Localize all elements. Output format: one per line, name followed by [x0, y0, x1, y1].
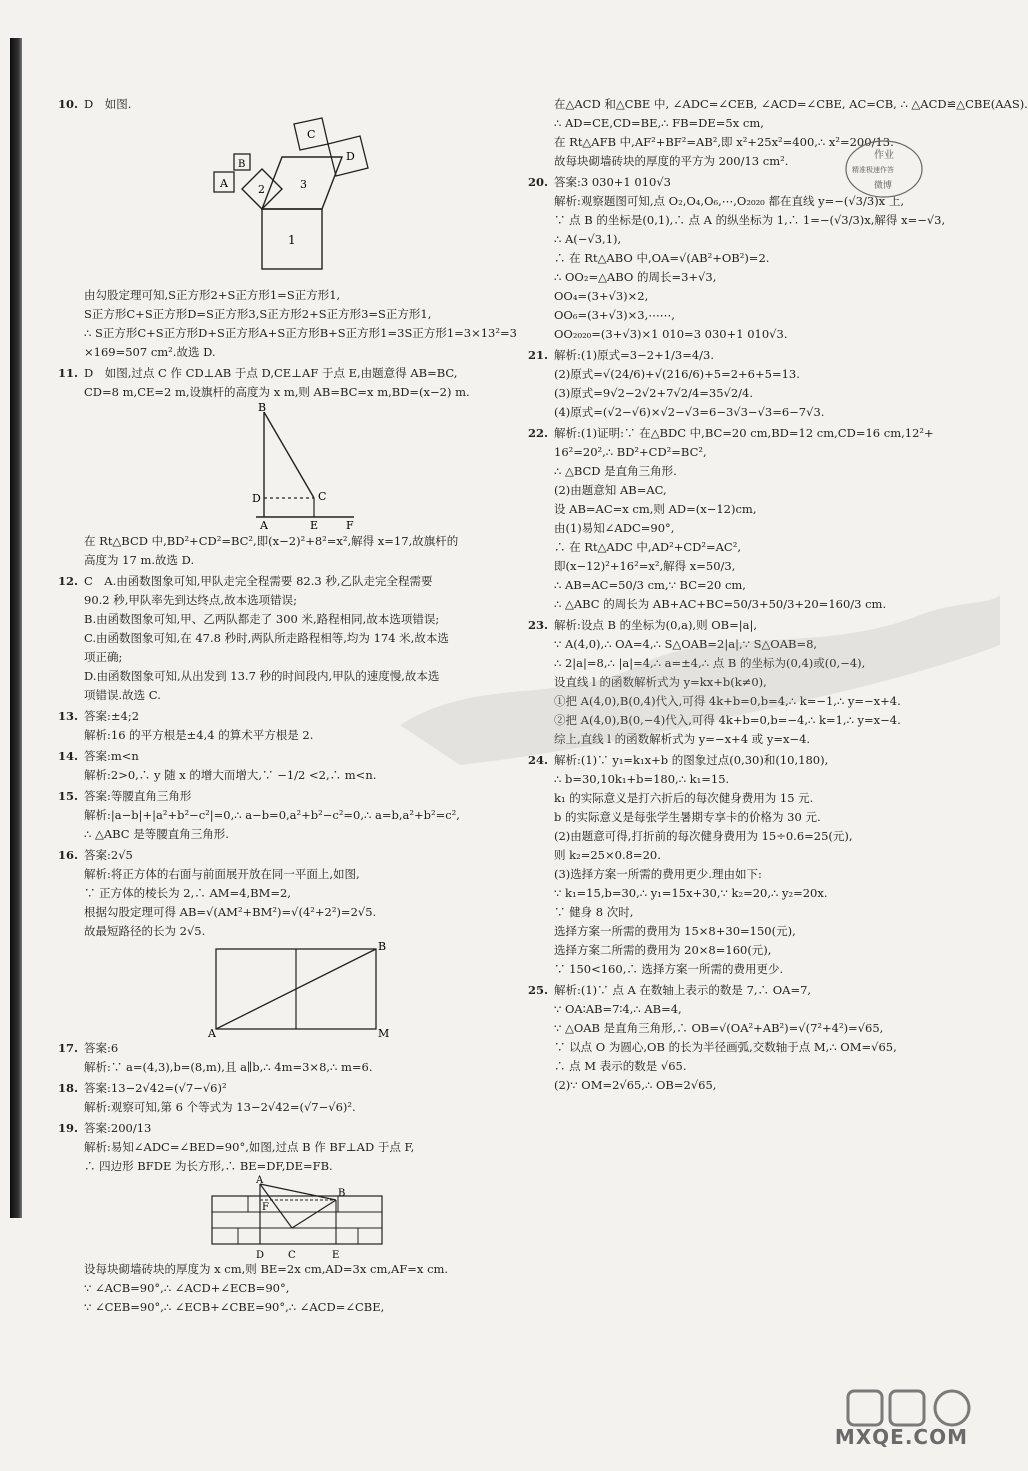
fig-label-f: F [346, 519, 354, 532]
answer-line: ∴ 点 M 表示的数是 √65. [554, 1059, 687, 1073]
answer-line: 解析:观察题图可知,点 O₂,O₄,O₆,⋯,O₂₀₂₀ 都在直线 y=−(√3/3)x 上, [554, 194, 904, 208]
answer-line: 解析:观察可知,第 6 个等式为 13−2√42=(√7−√6)². [84, 1100, 356, 1114]
answer-line: ∵ 150<160,∴ 选择方案一所需的费用更少. [554, 962, 784, 976]
fig-label-a: A [220, 177, 228, 190]
answer-line: 解析:(1)∵ 点 A 在数轴上表示的数是 7,∴ OA=7, [554, 983, 812, 997]
answer-line: C A.由函数图象可知,甲队走完全程需要 82.3 秒,乙队走完全程需要 [84, 574, 433, 588]
question-16 [58, 846, 513, 1040]
answer-line: 90.2 秒,甲队率先到达终点,故本选项错误; [84, 593, 297, 607]
fig-label-c: C [288, 1250, 296, 1261]
watermark-text: MXQE.COM [834, 1425, 968, 1449]
question-17 [58, 1039, 513, 1077]
fig-label-d: D [252, 492, 261, 505]
answer-line: B.由函数图象可知,甲、乙两队都走了 300 米,路程相同,故本选项错误; [84, 612, 440, 626]
question-21 [528, 346, 958, 422]
answer-line: 解析:设点 B 的坐标为(0,a),则 OB=|a|, [554, 618, 758, 632]
answer-line: 设 AB=AC=x cm,则 AD=(x−12)cm, [554, 502, 757, 516]
answer-line: 项错误.故选 C. [84, 688, 161, 702]
answer-line: ∴ A(−√3,1), [554, 232, 622, 246]
answer-line: (4)原式=(√2−√6)×√2−√3=6−3√3−√3=6−7√3. [554, 405, 825, 419]
answer-line: D 如图,过点 C 作 CD⊥AB 于点 D,CE⊥AF 于点 E,由题意得 AB=BC, [84, 366, 458, 380]
fig-label-f: F [262, 1202, 269, 1213]
question-24 [528, 751, 958, 979]
flagpole-figure [234, 402, 434, 532]
fig-label-1: 1 [288, 233, 296, 247]
fig-label-3: 3 [300, 178, 307, 191]
answer-line: 答案:3 030+1 010√3 [554, 175, 671, 189]
answer-line: ∴ AB=AC=50/3 cm,∵ BC=20 cm, [554, 578, 746, 592]
answer-line: OO₄=(3+√3)×2, [554, 289, 649, 303]
question-number: 19. [58, 1121, 79, 1135]
question-number: 16. [58, 848, 79, 862]
question-number: 18. [58, 1081, 79, 1095]
answer-line: ∵ △OAB 是直角三角形,∴ OB=√(OA²+AB²)=√(7²+4²)=√65, [554, 1021, 884, 1035]
question-19 [58, 1119, 513, 1317]
question-number: 17. [58, 1041, 79, 1055]
answer-line: 答案:±4;2 [84, 709, 140, 723]
answer-line: 答案:200/13 [84, 1121, 152, 1135]
fig-label-b: B [338, 1188, 346, 1199]
pythagoras-squares-figure [184, 114, 424, 286]
answer-line: (3)原式=9√2−2√2+7√2/4=35√2/4. [554, 386, 754, 400]
question-number: 21. [528, 348, 549, 362]
stamp-line: 精准极速作答 [852, 166, 894, 174]
fig-label-b: B [378, 940, 387, 953]
question-number: 12. [58, 574, 79, 588]
answer-line: ∵ 正方体的棱长为 2,∴ AM=4,BM=2, [84, 886, 291, 900]
answer-line: 根据勾股定理可得 AB=√(AM²+BM²)=√(4²+2²)=2√5. [84, 905, 377, 919]
answer-line: 选择方案二所需的费用为 20×8=160(元), [554, 943, 772, 957]
stamp-line: 微博 [874, 181, 893, 191]
answer-line: 故最短路径的长为 2√5. [84, 924, 206, 938]
question-18 [58, 1079, 513, 1117]
answer-line: 项正确; [84, 650, 123, 664]
answer-line: ∵ A(4,0),∴ OA=4,∴ S△OAB=2|a|,∵ S△OAB=8, [554, 637, 818, 651]
question-number: 13. [58, 709, 79, 723]
answer-line: b 的实际意义是每张学生暑期专享卡的价格为 30 元. [554, 810, 821, 824]
answer-line: D 如图. [84, 97, 132, 111]
fig-label-e: E [310, 519, 319, 532]
brick-wall-figure [208, 1176, 398, 1260]
answer-line: ∴ 2|a|=8,∴ |a|=4,∴ a=±4,∴ 点 B 的坐标为(0,4)或(0,−4), [554, 656, 866, 670]
answer-line: 解析:(1)证明:∵ 在△BDC 中,BC=20 cm,BD=12 cm,CD=16 cm,12²+ [554, 426, 934, 440]
answer-line: 解析:易知∠ADC=∠BED=90°,如图,过点 B 作 BF⊥AD 于点 F, [84, 1140, 415, 1154]
question-number: 20. [528, 175, 549, 189]
answer-line: CD=8 m,CE=2 m,设旗杆的高度为 x m,则 AB=BC=x m,BD=(x−2) m. [84, 385, 470, 399]
answer-line: ∴ OO₂=△ABO 的周长=3+√3, [554, 270, 717, 284]
question-10 [58, 95, 517, 362]
question-number: 23. [528, 618, 549, 632]
answer-line: ①把 A(4,0),B(0,4)代入,可得 4k+b=0,b=4,∴ k=−1,∴ y=−x+4. [554, 694, 901, 708]
answer-line: ∴ △BCD 是直角三角形. [554, 464, 677, 478]
answer-line: 答案:等腰直角三角形 [84, 789, 192, 803]
answer-line: 在 Rt△BCD 中,BD²+CD²=BC²,即(x−2)²+8²=x²,解得 x=17,故旗杆的 [84, 534, 459, 548]
answer-line: ∵ k₁=15,b=30,∴ y₁=15x+30,∵ k₂=20,∴ y₂=20x. [554, 886, 828, 900]
answer-line: ②把 A(4,0),B(0,−4)代入,可得 4k+b=0,b=−4,∴ k=1,∴ y=x−4. [554, 713, 901, 727]
answer-line: C.由函数图象可知,在 47.8 秒时,两队所走路程相等,均为 174 米,故本选 [84, 631, 449, 645]
question-number: 14. [58, 749, 79, 763]
answer-line: ∵ ∠CEB=90°,∴ ∠ECB+∠CBE=90°,∴ ∠ACD=∠CBE, [84, 1300, 385, 1314]
answer-line: 解析:|a−b|+|a²+b²−c²|=0,∴ a−b=0,a²+b²−c²=0,∴ a=b,a²+b²=c², [84, 808, 460, 822]
fig-label-b: B [258, 401, 267, 414]
question-number: 15. [58, 789, 79, 803]
fig-label-d: D [256, 1250, 265, 1261]
binding-edge [10, 38, 22, 1218]
answer-line: 在 Rt△AFB 中,AF²+BF²=AB²,即 x²+25x²=400,∴ x²=200/13. [554, 135, 894, 149]
answer-line: (2)由题意可得,打折前的每次健身费用为 15÷0.6=25(元), [554, 829, 853, 843]
question-25 [528, 981, 958, 1095]
answer-line: ∴ b=30,10k₁+b=180,∴ k₁=15. [554, 772, 730, 786]
fig-label-c: C [318, 490, 327, 503]
fig-label-c: C [307, 128, 316, 141]
answer-line: ∴ △ABC 的周长为 AB+AC+BC=50/3+50/3+20=160/3 cm. [554, 597, 887, 611]
answer-line: ∵ 以点 O 为圆心,OB 的长为半径画弧,交数轴于点 M,∴ OM=√65, [554, 1040, 897, 1054]
answer-line: (2)由题意知 AB=AC, [554, 483, 667, 497]
scan-smudge [400, 585, 1000, 775]
answer-line: ∴ AD=CE,CD=BE,∴ FB=DE=5x cm, [554, 116, 764, 130]
answer-line: 选择方案一所需的费用为 15×8+30=150(元), [554, 924, 796, 938]
fig-label-a: A [208, 1027, 216, 1040]
question-15 [58, 787, 513, 844]
answer-line: OO₂₀₂₀=(3+√3)×1 010=3 030+1 010√3. [554, 327, 788, 341]
answer-line: 解析:16 的平方根是±4,4 的算术平方根是 2. [84, 728, 314, 742]
question-11 [58, 364, 513, 570]
fig-label-d: D [346, 150, 355, 163]
fig-label-2: 2 [258, 183, 265, 196]
answer-line: ∵ OA∶AB=7∶4,∴ AB=4, [554, 1002, 682, 1016]
stamp-line: 作业 [874, 150, 894, 161]
fig-label-m: M [378, 1027, 390, 1040]
answer-line: 由(1)易知∠ADC=90°, [554, 521, 675, 535]
site-watermark [834, 1385, 982, 1455]
answer-line: 答案:2√5 [84, 848, 133, 862]
answer-line: 故每块砌墙砖块的厚度的平方为 200/13 cm². [554, 154, 789, 168]
answer-line: k₁ 的实际意义是打六折后的每次健身费用为 15 元. [554, 791, 814, 805]
fig-label-e: E [332, 1250, 340, 1261]
answer-line: S正方形C+S正方形D=S正方形3,S正方形2+S正方形3=S正方形1, [84, 307, 432, 321]
homework-stamp [842, 136, 926, 202]
answer-line: ∴ △ABC 是等腰直角三角形. [84, 827, 229, 841]
answer-line: 由勾股定理可知,S正方形2+S正方形1=S正方形1, [84, 288, 341, 302]
answer-line: ∴ 在 Rt△ADC 中,AD²+CD²=AC², [554, 540, 741, 554]
answer-line: ∴ 四边形 BFDE 为长方形,∴ BE=DF,DE=FB. [84, 1159, 333, 1173]
answer-line: 高度为 17 m.故选 D. [84, 553, 195, 567]
answer-line: 16²=20²,∴ BD²+CD²=BC², [554, 445, 707, 459]
answer-line: 解析:将正方体的右面与前面展开放在同一平面上,如图, [84, 867, 360, 881]
answer-line: 则 k₂=25×0.8=20. [554, 848, 661, 862]
question-number: 10. [58, 97, 79, 111]
answer-line: 答案:6 [84, 1041, 119, 1055]
answer-line: D.由函数图象可知,从出发到 13.7 秒的时间段内,甲队的速度慢,故本选 [84, 669, 440, 683]
answer-line: (2)原式=√(24/6)+√(216/6)+5=2+6+5=13. [554, 367, 800, 381]
answer-line: 解析:2>0,∴ y 随 x 的增大而增大,∵ −1/2 <2,∴ m<n. [84, 768, 377, 782]
answer-line: 设直线 l 的函数解析式为 y=kx+b(k≠0), [554, 675, 767, 689]
answer-line: 答案:13−2√42=(√7−√6)² [84, 1081, 227, 1095]
answer-line: 设每块砌墙砖块的厚度为 x cm,则 BE=2x cm,AD=3x cm,AF=x cm. [84, 1262, 449, 1276]
answer-line: 解析:(1)原式=3−2+1/3=4/3. [554, 348, 715, 362]
answer-line: (3)选择方案一所需的费用更少.理由如下: [554, 867, 762, 881]
answer-line: 解析:∵ a=(4,3),b=(8,m),且 a∥b,∴ 4m=3×8,∴ m=6. [84, 1060, 373, 1074]
cube-unfold-figure [208, 940, 428, 1040]
question-number: 11. [58, 366, 79, 380]
answer-line: 解析:(1)∵ y₁=k₁x+b 的图象过点(0,30)和(10,180), [554, 753, 829, 767]
answer-line: ∵ 点 B 的坐标是(0,1),∴ 点 A 的纵坐标为 1,∴ 1=−(√3/3)x,解得 x=−√3, [554, 213, 946, 227]
question-number: 22. [528, 426, 549, 440]
answer-line: ×169=507 cm².故选 D. [84, 345, 216, 359]
answer-line: ∴ S正方形C+S正方形D+S正方形A+S正方形B+S正方形1=3S正方形1=3×13²=3 [84, 326, 517, 340]
answer-line: 综上,直线 l 的函数解析式为 y=−x+4 或 y=x−4. [554, 732, 811, 746]
answer-line: 即(x−12)²+16²=x²,解得 x=50/3, [554, 559, 736, 573]
fig-label-a: A [260, 519, 268, 532]
answer-line: ∵ 健身 8 次时, [554, 905, 634, 919]
answer-line: 答案:m<n [84, 749, 139, 763]
question-number: 24. [528, 753, 549, 767]
answer-line: 在△ACD 和△CBE 中, ∠ADC=∠CEB, ∠ACD=∠CBE, AC=CB, ∴ △ACD≌△CBE(AAS). [554, 97, 1028, 111]
question-number: 25. [528, 983, 549, 997]
answer-line: ∴ 在 Rt△ABO 中,OA=√(AB²+OB²)=2. [554, 251, 770, 265]
answer-line: (2)∵ OM=2√65,∴ OB=2√65, [554, 1078, 717, 1092]
fig-label-b: B [238, 159, 246, 170]
fig-label-a: A [256, 1175, 264, 1186]
answer-line: ∵ ∠ACB=90°,∴ ∠ACD+∠ECB=90°, [84, 1281, 290, 1295]
answer-line: OO₆=(3+√3)×3,⋯⋯, [554, 308, 675, 322]
